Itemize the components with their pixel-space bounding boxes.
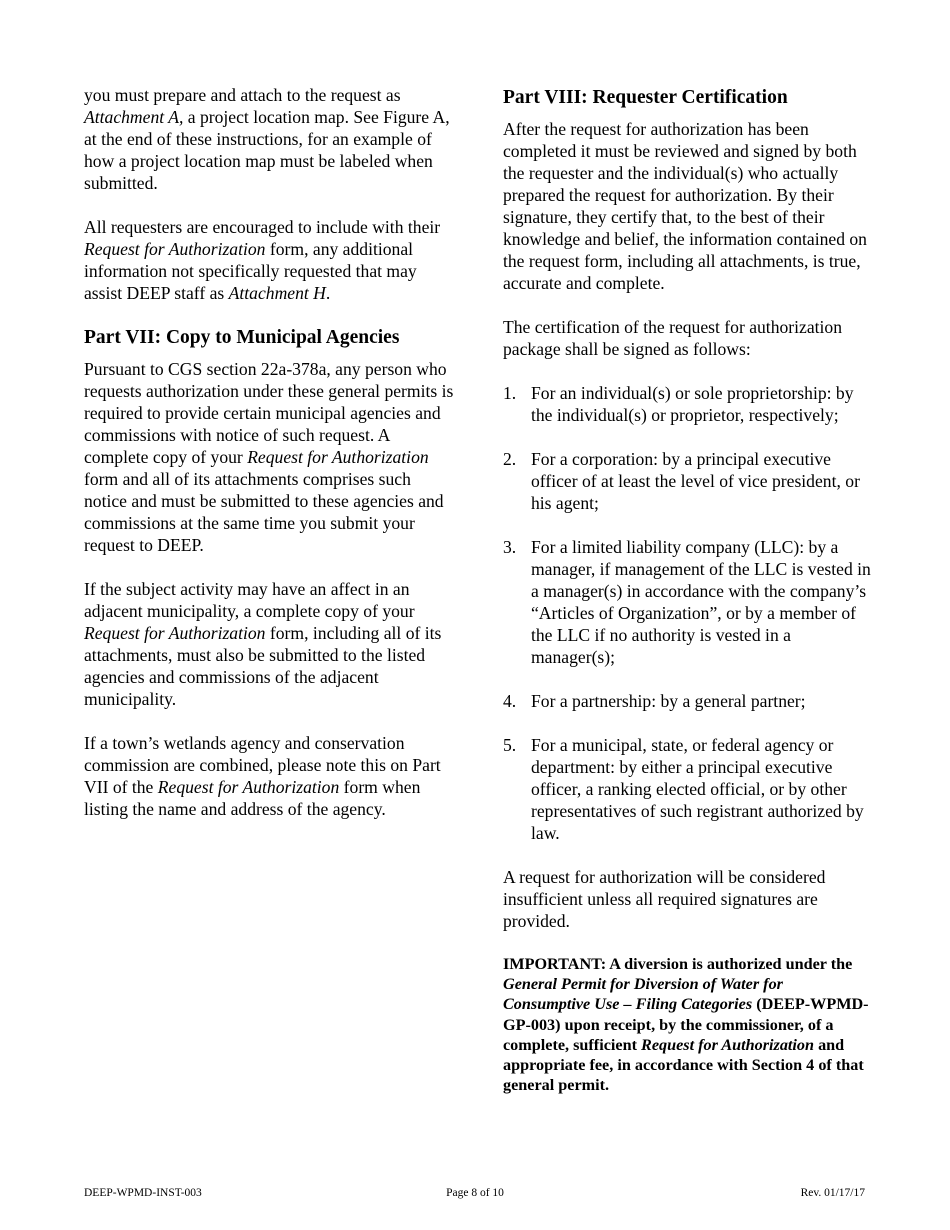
text-span: If a town’s wetlands agency and conservation commission are combined, please note this on Part VII of the [84,733,441,797]
important-notice [503,954,873,1095]
text-span: . [325,283,331,303]
list-item [503,734,873,844]
list-text: For a municipal, state, or federal agency or department: by either a principal executive officer, a ranking elected official, or by other representatives of such registrant authorized by law. [531,735,864,843]
text-span: form, any additional information not specifically requested that may assist DEEP staff as [84,239,417,303]
footer-page-number: Page 8 of 10 [446,1187,504,1199]
list-item [503,536,873,668]
attachment-h-paragraph [84,216,454,304]
list-item [503,448,873,514]
text-span: a project location map. See Figure A, at the end of these instructions, for an example of how a project location map must be labeled when submitted. [84,107,450,193]
italic-request-for-authorization: Request for Authorization [84,239,266,259]
text-span: (DEEP-WPMD-GP-003) upon receipt, by the commissioner, of a complete, sufficient [503,995,869,1054]
list-item [503,382,873,426]
text-span: form, including all of its attachments, must also be submitted to the listed agencies and commissions of the adjacent municipality. [84,623,442,709]
list-number: 4. [503,691,517,711]
text-span: If the subject activity may have an affect in an adjacent municipality, a complete copy of your [84,579,415,621]
part-viii-heading: Part VIII: Requester Certification [503,87,788,108]
text-span: All requesters are encouraged to include with their [84,217,441,237]
attachment-a-paragraph [84,84,454,194]
text-span: IMPORTANT: A diversion is authorized under the [503,955,853,973]
list-text: For a partnership: by a general partner; [531,691,806,711]
list-item [503,690,873,712]
certification-intro-paragraph: After the request for authorization has been completed it must be reviewed and signed by both the requester and the individual(s) who actually prepared the request for authorization. By their signature, they certify that, to the best of their knowledge and belief, the information contained on the request form, including all attachments, is true, accurate and complete. [503,119,867,293]
list-number: 3. [503,537,517,557]
text-span: form and all of its attachments comprises such notice and must be submitted to these agencies and commissions at the same time you submit your request to DEEP. [84,469,444,555]
italic-general-permit-title: General Permit for Diversion of Water for Consumptive Use – Filing Categories [503,975,783,1014]
italic-request-for-authorization: Request for Authorization [641,1035,815,1054]
text-span: form when listing the name and address of the agency. [84,777,421,819]
adjacent-municipality-paragraph [84,578,454,710]
italic-request-for-authorization: Request for Authorization [84,623,266,643]
text-span: and appropriate fee, in accordance with Section 4 of that general permit. [503,1035,864,1095]
signature-requirements-list [503,382,873,844]
signing-instructions-paragraph: The certification of the request for authorization package shall be signed as follows: [503,317,843,359]
italic-request-for-authorization: Request for Authorization [247,447,429,467]
footer-document-id: DEEP-WPMD-INST-003 [84,1187,202,1199]
list-text: For a corporation: by a principal executive officer of at least the level of vice president, or his agent; [531,449,860,513]
text-span: Pursuant to CGS section 22a-378a, any person who requests authorization under these general permits is required to provide certain municipal agencies and commissions with notice of such request. A complete copy of your [84,359,454,467]
italic-attachment-h: Attachment H [228,283,326,303]
list-number: 1. [503,383,517,403]
right-column [503,84,873,1117]
insufficient-request-paragraph: A request for authorization will be considered insufficient unless all required signatures are provided. [503,867,826,931]
municipal-notice-paragraph [84,358,454,556]
list-text: For an individual(s) or sole proprietorship: by the individual(s) or proprietor, respectively; [531,383,854,425]
part-vii-heading: Part VII: Copy to Municipal Agencies [84,327,400,348]
footer-revision: Rev. 01/17/17 [800,1187,865,1199]
left-column [84,84,454,842]
wetlands-agency-paragraph [84,732,454,820]
italic-request-for-authorization: Request for Authorization [157,777,340,797]
list-number: 5. [503,735,517,755]
list-number: 2. [503,449,517,469]
italic-attachment-a: Attachment A, [84,107,184,127]
text-span: you must prepare and attach to the request as [84,85,401,105]
list-text: For a limited liability company (LLC): by a manager, if management of the LLC is vested in a manager(s) in accordance with the company’s “Articles of Organization”, or by a member of the LLC if no authority is vested in a manager(s); [531,537,871,667]
